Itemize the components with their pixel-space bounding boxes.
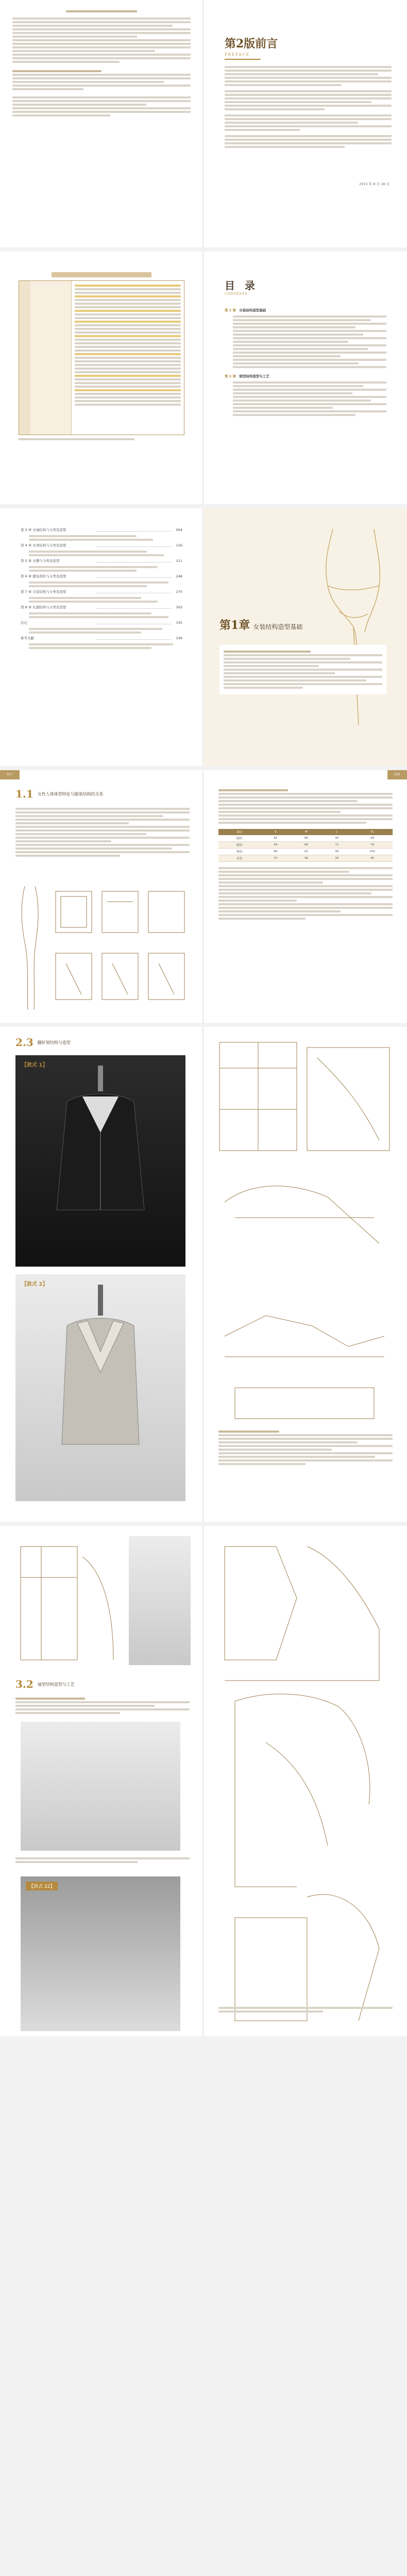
mannequin-icon <box>15 1055 185 1267</box>
table-cell: 40 <box>352 855 393 862</box>
photo-label: 【款式 22】 <box>26 1882 58 1890</box>
photo-style-2 <box>15 1274 185 1501</box>
table-cell: 100 <box>352 849 393 855</box>
section-heading <box>15 788 104 800</box>
figure-body-types <box>14 881 190 1015</box>
table-cell: 82 <box>260 835 291 842</box>
table-cell: 68 <box>291 842 321 849</box>
text-block <box>12 10 191 117</box>
section-heading <box>15 1036 71 1049</box>
chapter-heading <box>219 617 302 633</box>
spread-section-1-1 <box>0 770 407 1023</box>
table-cell: 64 <box>260 842 291 849</box>
toc-subitems <box>29 612 182 614</box>
spread-section-3-2 <box>0 1526 407 2036</box>
toc-row[interactable] <box>21 635 182 642</box>
text-block <box>218 2005 393 2014</box>
page-toc-continued <box>0 508 203 766</box>
table-cell: 肩宽 <box>218 855 260 862</box>
table-header: M <box>291 829 321 835</box>
toc-row-page: 156 <box>176 543 182 547</box>
toc-row-label: 后记 <box>21 621 27 625</box>
section-body <box>15 806 190 858</box>
preface-body <box>225 64 392 149</box>
size-table <box>218 829 393 862</box>
toc-row-page: 335 <box>176 621 182 625</box>
toc-subitems <box>29 581 182 584</box>
toc-row-label: 第 8 章 礼服结构与分类及造型 <box>21 605 66 609</box>
page-chapter1-opener <box>204 508 407 766</box>
toc-subitems <box>29 585 182 587</box>
preface-heading <box>225 35 278 60</box>
page-sleeve-drafts <box>204 1526 407 2036</box>
section-number: 3.2 <box>15 1678 33 1690</box>
toc-row[interactable] <box>21 620 182 626</box>
toc-subitems <box>29 566 182 568</box>
table-cell: 92 <box>291 849 321 855</box>
toc-leader-dots <box>97 542 171 547</box>
page-section-1-1 <box>0 770 203 1023</box>
section-title: 翻折领结构与造型 <box>37 1040 71 1045</box>
toc-chapter-1[interactable] <box>225 307 386 314</box>
toc-row-page: 302 <box>176 605 182 609</box>
spread-contents <box>0 252 407 504</box>
toc-chapter-2[interactable] <box>225 373 386 380</box>
table-cell: 90 <box>321 835 352 842</box>
toc-row[interactable] <box>21 542 182 549</box>
toc-list <box>21 527 182 649</box>
toc-subitems <box>29 643 182 645</box>
photo-label: 【款式 2】 <box>22 1282 48 1287</box>
toc-subitems <box>29 628 182 630</box>
section-number: 2.3 <box>15 1036 33 1049</box>
toc-chapter-title: 女装结构造型基础 <box>239 308 266 312</box>
toc-title: 目 录 <box>225 279 258 292</box>
text-block <box>218 867 393 920</box>
table-cell: 腰围 <box>218 842 260 849</box>
toc-subitems <box>29 597 182 599</box>
photo-sleeve <box>129 1536 191 1665</box>
table-header: L <box>321 829 352 835</box>
toc-leader-dots <box>97 589 171 593</box>
table-cell: 96 <box>321 849 352 855</box>
toc-row[interactable] <box>21 527 182 534</box>
table-cell: 86 <box>291 835 321 842</box>
toc-row-label: 第 4 章 衣身结构与分类及造型 <box>21 543 66 547</box>
table-header: 部位 <box>218 829 260 835</box>
toc-subitems <box>29 616 182 618</box>
pattern-draft-figure <box>10 1536 124 1670</box>
preface-subtitle: PREFACE <box>225 53 250 57</box>
toc-leader-dots <box>97 620 171 624</box>
page-preface-right <box>204 0 407 247</box>
toc-subitems <box>29 601 182 603</box>
table-cell: 臀围 <box>218 849 260 855</box>
section-title: 女性人体体型特征与服装结构的关系 <box>37 791 104 796</box>
page-pattern-drafts <box>204 1027 407 1522</box>
toc-leader-dots <box>97 573 171 578</box>
toc-row-page: 211 <box>176 559 182 563</box>
preface-title: 第2版前言 <box>225 37 278 51</box>
table-row <box>218 835 393 842</box>
text-block <box>218 1429 393 1467</box>
table-cell: 38 <box>291 855 321 862</box>
chapter-title: 女装结构造型基础 <box>253 623 303 630</box>
toc-row-page: 248 <box>176 574 182 578</box>
spread-chapter-opener <box>0 508 407 766</box>
text-block <box>218 789 393 824</box>
section-number: 1.1 <box>15 788 33 800</box>
photo-hooded-coat <box>21 1722 180 1851</box>
toc-row[interactable] <box>21 558 182 564</box>
table-cell: 胸围 <box>218 835 260 842</box>
toc-row[interactable] <box>21 573 182 580</box>
toc-subitems <box>29 535 182 537</box>
toc-subitems <box>29 647 182 649</box>
toc-leader-dots <box>97 635 171 640</box>
page-section-2-3 <box>0 1027 203 1522</box>
outline-table <box>19 280 184 435</box>
page-outline-table <box>0 252 203 504</box>
photo-style-22 <box>21 1876 180 2031</box>
table-cell: 88 <box>260 849 291 855</box>
table-cell: 72 <box>321 842 352 849</box>
spread-preface <box>0 0 407 247</box>
toc-chapter-number: 第 2 章 <box>225 374 236 378</box>
photo-style-1 <box>15 1055 185 1267</box>
toc-leader-dots <box>97 604 171 609</box>
mannequin-icon <box>15 1274 185 1501</box>
table-row <box>218 842 393 849</box>
chapter-intro-box <box>219 645 386 694</box>
sleeve-draft-figures <box>204 1526 407 2036</box>
toc-row[interactable] <box>21 604 182 611</box>
page-preface-left <box>0 0 203 247</box>
page-tab: 025 <box>387 770 407 779</box>
table-row <box>218 855 393 862</box>
toc-subitems <box>29 551 182 553</box>
dress-form-illustration <box>204 508 407 766</box>
toc-row-label: 参考文献 <box>21 636 34 640</box>
toc-leader-dots <box>97 558 171 562</box>
toc-subitems <box>29 570 182 572</box>
photo-label: 【款式 1】 <box>22 1062 48 1068</box>
toc-row[interactable] <box>21 589 182 595</box>
toc-chapter-title: 领型结构造型与工艺 <box>239 374 269 378</box>
page-section-1-1-right <box>204 770 407 1023</box>
toc-row-label: 第 5 章 衣摆与分类及造型 <box>21 559 60 563</box>
table-cell: 94 <box>352 835 393 842</box>
toc-leader-dots <box>97 527 171 531</box>
toc-row-page: 336 <box>176 636 182 640</box>
table-cell: 39 <box>321 855 352 862</box>
page-toc <box>204 252 407 504</box>
toc-row-label: 第 3 章 衣袖结构与分类及造型 <box>21 528 66 532</box>
table-cell: 76 <box>352 842 393 849</box>
table-row <box>218 849 393 855</box>
table-header: XL <box>352 829 393 835</box>
toc-row-label: 第 6 章 服装部件与分类及造型 <box>21 574 66 578</box>
toc-subitems <box>29 539 182 541</box>
toc-row-page: 094 <box>176 528 182 532</box>
page-tab: 017 <box>0 770 20 779</box>
toc-row-label: 第 7 章 女装结构与分类及造型 <box>21 590 66 594</box>
toc-subitems <box>29 554 182 556</box>
page-section-3-2 <box>0 1526 203 2036</box>
chapter-number: 第1章 <box>219 619 250 632</box>
text-block <box>15 1856 190 1865</box>
section-heading <box>15 1678 75 1690</box>
table-cell: 37 <box>260 855 291 862</box>
toc-subtitle: CONTENTS <box>225 292 248 296</box>
preface-date: 2015 年 8 月 18 日 <box>359 182 389 186</box>
spread-section-2-3 <box>0 1027 407 1522</box>
text-block <box>15 1696 190 1716</box>
toc-chapter-number: 第 1 章 <box>225 308 236 312</box>
toc-subitems <box>29 631 182 634</box>
toc-row-page: 270 <box>176 590 182 594</box>
section-title: 袖型结构造型与工艺 <box>37 1682 75 1687</box>
table-header: S <box>260 829 291 835</box>
